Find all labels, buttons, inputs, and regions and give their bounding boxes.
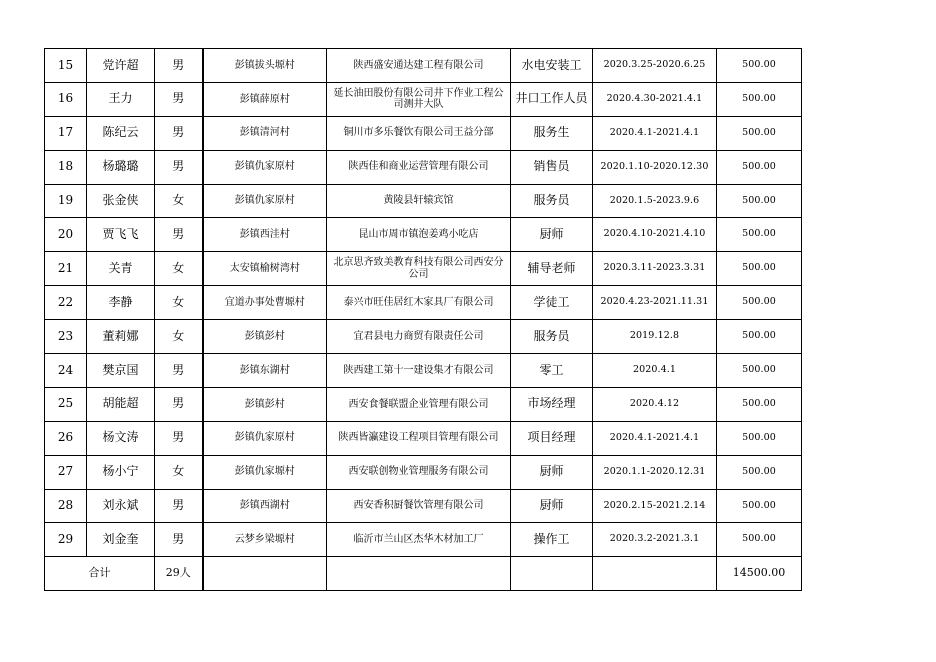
work-period: 2020.4.1-2021.4.1: [593, 421, 717, 455]
row-number: 23: [45, 320, 87, 354]
gender: 女: [155, 286, 203, 320]
person-name: 刘永斌: [87, 489, 155, 523]
work-period: 2020.4.23-2021.11.31: [593, 286, 717, 320]
table-row: [45, 286, 802, 320]
job-title: 井口工作人员: [511, 82, 593, 116]
gender: 男: [155, 523, 203, 557]
person-name: 贾飞飞: [87, 218, 155, 252]
subsidy-amount: 500.00: [717, 82, 802, 116]
employer: 陕西盛安通达建工程有限公司: [327, 49, 511, 83]
work-period: 2020.4.1: [593, 354, 717, 388]
table-row: [45, 116, 802, 150]
total-empty-village: [203, 557, 327, 591]
row-number: 29: [45, 523, 87, 557]
gender: 男: [155, 49, 203, 83]
work-period: 2020.1.5-2023.9.6: [593, 184, 717, 218]
subsidy-amount: 500.00: [717, 455, 802, 489]
employer: 北京思齐致美教育科技有限公司西安分公司: [327, 252, 511, 286]
table-row: [45, 252, 802, 286]
work-period: 2020.4.12: [593, 387, 717, 421]
person-name: 李静: [87, 286, 155, 320]
table-row: [45, 523, 802, 557]
subsidy-amount: 500.00: [717, 150, 802, 184]
total-empty-company: [327, 557, 511, 591]
row-number: 19: [45, 184, 87, 218]
subsidy-amount: 500.00: [717, 184, 802, 218]
person-name: 党许超: [87, 49, 155, 83]
employer: 铜川市多乐餐饮有限公司王益分部: [327, 116, 511, 150]
row-number: 16: [45, 82, 87, 116]
table-row: [45, 421, 802, 455]
employer: 泰兴市旺佳居红木家具厂有限公司: [327, 286, 511, 320]
employer: 黄陵县轩辕宾馆: [327, 184, 511, 218]
job-title: 服务员: [511, 184, 593, 218]
person-name: 樊京国: [87, 354, 155, 388]
work-period: 2020.3.11-2023.3.31: [593, 252, 717, 286]
employer: 西安联创物业管理服务有限公司: [327, 455, 511, 489]
subsidy-amount: 500.00: [717, 320, 802, 354]
subsidy-amount: 500.00: [717, 286, 802, 320]
home-village: 彭镇彭村: [203, 387, 327, 421]
table-row: [45, 320, 802, 354]
table-row: [45, 150, 802, 184]
gender: 男: [155, 387, 203, 421]
home-village: 彭镇彭村: [203, 320, 327, 354]
home-village: 彭镇清河村: [203, 116, 327, 150]
work-period: 2020.1.1-2020.12.31: [593, 455, 717, 489]
table-row: [45, 218, 802, 252]
work-period: 2020.4.10-2021.4.10: [593, 218, 717, 252]
work-period: 2020.3.2-2021.3.1: [593, 523, 717, 557]
person-name: 刘金奎: [87, 523, 155, 557]
person-name: 王力: [87, 82, 155, 116]
employer: 延长油田股份有限公司井下作业工程公司测井大队: [327, 82, 511, 116]
person-name: 张金侠: [87, 184, 155, 218]
job-title: 学徒工: [511, 286, 593, 320]
person-name: 杨小宁: [87, 455, 155, 489]
person-name: 胡能超: [87, 387, 155, 421]
total-empty-job: [511, 557, 593, 591]
home-village: 彭镇拔头塬村: [203, 49, 327, 83]
employer: 宜君县电力商贸有限责任公司: [327, 320, 511, 354]
home-village: 彭镇仇家塬村: [203, 455, 327, 489]
gender: 男: [155, 421, 203, 455]
table-row: [45, 455, 802, 489]
home-village: 彭镇仇家原村: [203, 184, 327, 218]
employer: 西安香积厨餐饮管理有限公司: [327, 489, 511, 523]
work-period: 2020.4.30-2021.4.1: [593, 82, 717, 116]
total-amount: 14500.00: [717, 557, 802, 591]
employer: 西安食餐联盟企业管理有限公司: [327, 387, 511, 421]
job-title: 市场经理: [511, 387, 593, 421]
home-village: 宜道办事处曹塬村: [203, 286, 327, 320]
work-period: 2019.12.8: [593, 320, 717, 354]
subsidy-amount: 500.00: [717, 387, 802, 421]
row-number: 22: [45, 286, 87, 320]
home-village: 彭镇西湖村: [203, 489, 327, 523]
subsidy-amount: 500.00: [717, 421, 802, 455]
gender: 男: [155, 489, 203, 523]
gender: 女: [155, 455, 203, 489]
work-period: 2020.3.25-2020.6.25: [593, 49, 717, 83]
job-title: 厨师: [511, 218, 593, 252]
gender: 男: [155, 218, 203, 252]
job-title: 厨师: [511, 489, 593, 523]
table-row: [45, 49, 802, 83]
person-name: 杨文涛: [87, 421, 155, 455]
job-title: 销售员: [511, 150, 593, 184]
employer: 陕西佳和商业运营管理有限公司: [327, 150, 511, 184]
home-village: 彭镇东湖村: [203, 354, 327, 388]
gender: 男: [155, 354, 203, 388]
gender: 男: [155, 116, 203, 150]
work-period: 2020.4.1-2021.4.1: [593, 116, 717, 150]
job-title: 服务员: [511, 320, 593, 354]
table-body: [45, 49, 802, 557]
job-title: 零工: [511, 354, 593, 388]
employer: 昆山市周市镇泡姜鸡小吃店: [327, 218, 511, 252]
subsidy-amount: 500.00: [717, 489, 802, 523]
person-name: 关青: [87, 252, 155, 286]
total-count: 29人: [155, 557, 203, 591]
row-number: 17: [45, 116, 87, 150]
subsidy-amount: 500.00: [717, 252, 802, 286]
subsidy-amount: 500.00: [717, 116, 802, 150]
gender: 女: [155, 252, 203, 286]
person-name: 杨璐璐: [87, 150, 155, 184]
row-number: 24: [45, 354, 87, 388]
row-number: 28: [45, 489, 87, 523]
home-village: 云梦乡梁塬村: [203, 523, 327, 557]
subsidy-amount: 500.00: [717, 523, 802, 557]
row-number: 25: [45, 387, 87, 421]
total-row: [45, 557, 802, 591]
gender: 女: [155, 184, 203, 218]
job-title: 服务生: [511, 116, 593, 150]
total-label: 合计: [45, 557, 155, 591]
home-village: 彭镇西洼村: [203, 218, 327, 252]
job-title: 水电安装工: [511, 49, 593, 83]
total-empty-period: [593, 557, 717, 591]
gender: 男: [155, 150, 203, 184]
employer: 陕西皆瀛建设工程项目管理有限公司: [327, 421, 511, 455]
row-number: 27: [45, 455, 87, 489]
person-name: 陈纪云: [87, 116, 155, 150]
home-village: 彭镇薛原村: [203, 82, 327, 116]
table-row: [45, 354, 802, 388]
row-number: 21: [45, 252, 87, 286]
row-number: 26: [45, 421, 87, 455]
person-name: 董莉娜: [87, 320, 155, 354]
subsidy-amount: 500.00: [717, 218, 802, 252]
work-period: 2020.1.10-2020.12.30: [593, 150, 717, 184]
employer: 陕西建工第十一建设集才有限公司: [327, 354, 511, 388]
subsidy-amount: 500.00: [717, 49, 802, 83]
job-title: 操作工: [511, 523, 593, 557]
table-row: [45, 387, 802, 421]
employer: 临沂市兰山区杰华木材加工厂: [327, 523, 511, 557]
gender: 男: [155, 82, 203, 116]
job-title: 厨师: [511, 455, 593, 489]
gender: 女: [155, 320, 203, 354]
work-period: 2020.2.15-2021.2.14: [593, 489, 717, 523]
row-number: 15: [45, 49, 87, 83]
table-row: [45, 489, 802, 523]
row-number: 20: [45, 218, 87, 252]
job-title: 项目经理: [511, 421, 593, 455]
home-village: 彭镇仇家原村: [203, 150, 327, 184]
subsidy-amount: 500.00: [717, 354, 802, 388]
table-row: [45, 82, 802, 116]
home-village: 彭镇仇家原村: [203, 421, 327, 455]
table-row: [45, 184, 802, 218]
row-number: 18: [45, 150, 87, 184]
job-title: 辅导老师: [511, 252, 593, 286]
subsidy-table: [44, 48, 802, 591]
home-village: 太安镇榆树湾村: [203, 252, 327, 286]
